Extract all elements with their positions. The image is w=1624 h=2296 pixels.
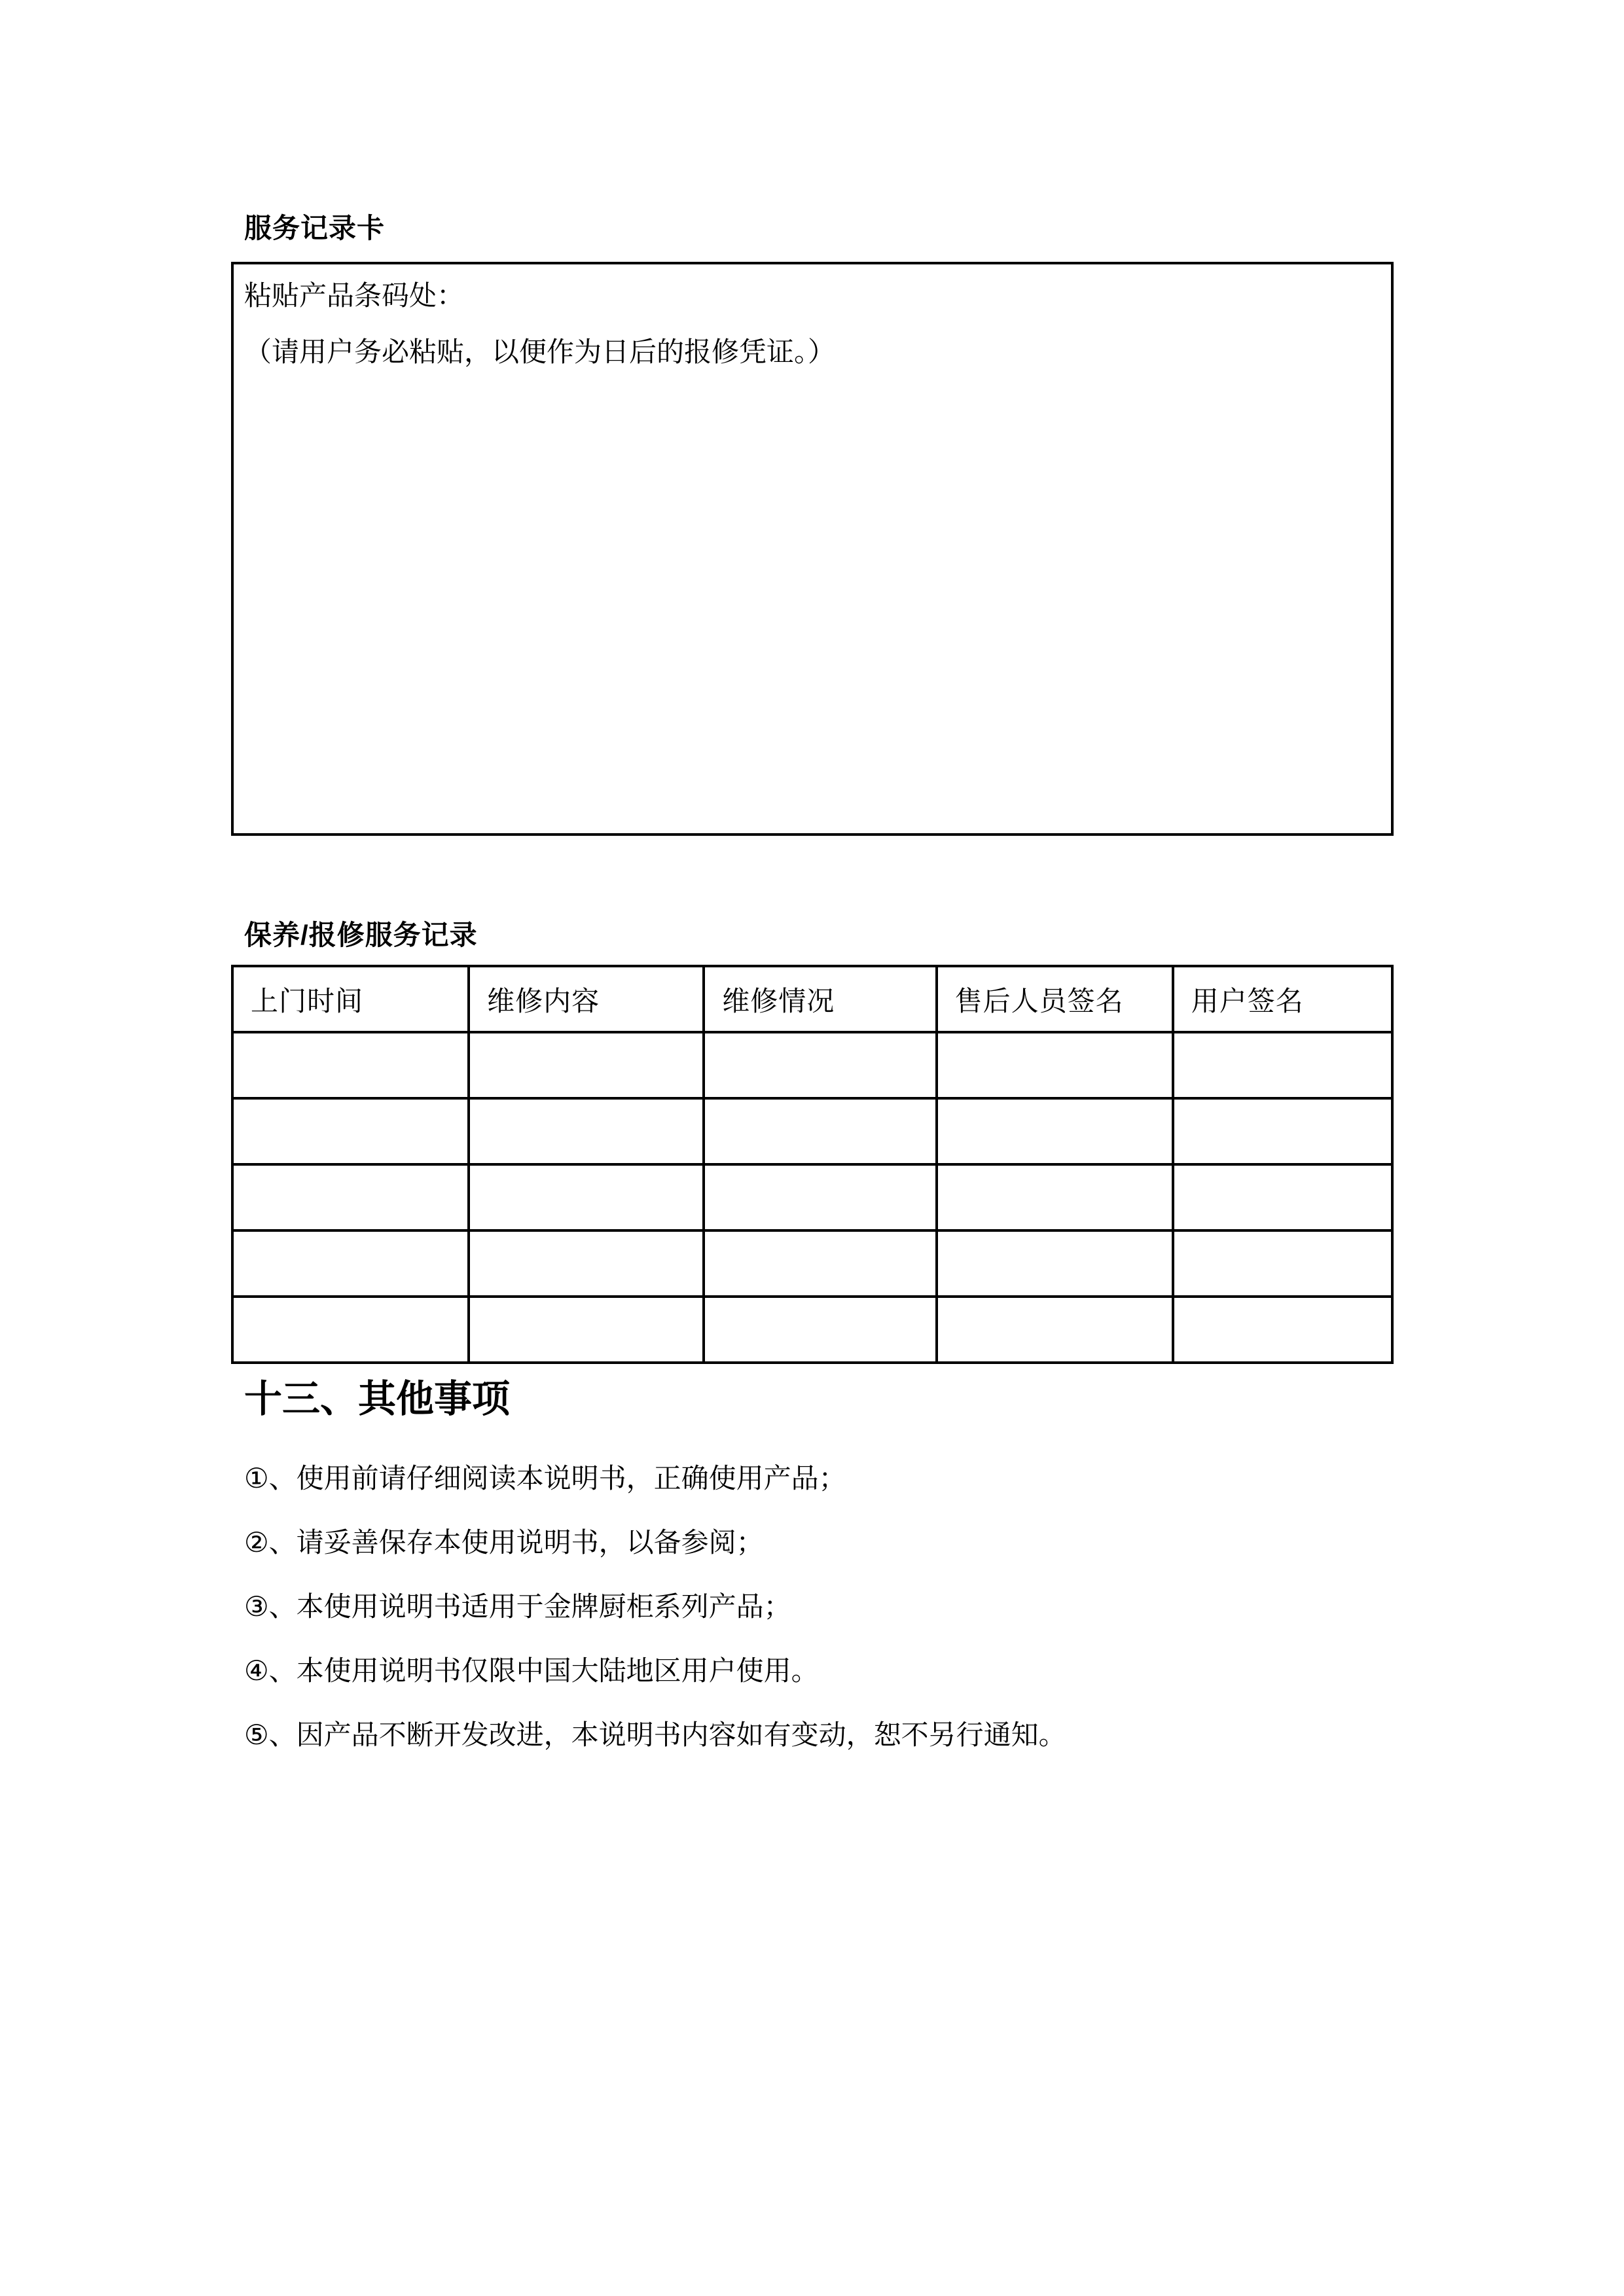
page-content [231,0,1394,1785]
table-cell-empty [937,1098,1173,1164]
list-item: ⑤、因产品不断开发改进，本说明书内容如有变动，恕不另行通知。 [244,1719,1066,1750]
header-user-signature: 用户签名 [1173,966,1392,1032]
table-row [232,1032,1392,1098]
list-item: ①、使用前请仔细阅读本说明书，正确使用产品； [244,1463,846,1494]
header-repair-content: 维修内容 [469,966,704,1032]
table-cell-empty [937,1164,1173,1230]
table-cell-empty [704,1297,936,1363]
table-row [232,1230,1392,1297]
table-cell-empty [1173,1098,1392,1164]
table-cell-empty [469,1164,704,1230]
table-cell-empty [469,1098,704,1164]
table-cell-empty [1173,1032,1392,1098]
table-cell-empty [1173,1230,1392,1297]
table-cell-empty [232,1032,469,1098]
table-cell-empty [232,1297,469,1363]
table-cell-empty [232,1230,469,1297]
table-cell-empty [704,1098,936,1164]
table-cell-empty [937,1230,1173,1297]
table-cell-empty [469,1230,704,1297]
barcode-box-note: （请用户务必粘贴，以便作为日后的报修凭证。） [244,336,836,367]
table-row [232,1297,1392,1363]
maintenance-records-title: 保养/报修服务记录 [244,920,478,950]
table-cell-empty [704,1230,936,1297]
table-cell-empty [704,1164,936,1230]
other-matters-list [244,1464,1394,1749]
barcode-box-label: 粘贴产品条码处： [244,280,465,311]
table-cell-empty [1173,1164,1392,1230]
list-item: ④、本使用说明书仅限中国大陆地区用户使用。 [244,1655,819,1686]
list-item: ③、本使用说明书适用于金牌厨柜系列产品； [244,1591,791,1622]
header-visit-time: 上门时间 [232,966,469,1032]
table-row [232,1164,1392,1230]
table-cell-empty [232,1164,469,1230]
header-repair-status: 维修情况 [704,966,936,1032]
barcode-paste-box [231,262,1394,836]
other-matters-title: 十三、其他事项 [244,1378,511,1420]
service-record-card-title: 服务记录卡 [244,213,386,243]
table-cell-empty [937,1032,1173,1098]
table-header-row [232,966,1392,1032]
table-cell-empty [469,1297,704,1363]
table-row [232,1098,1392,1164]
header-staff-signature: 售后人员签名 [937,966,1173,1032]
table-cell-empty [232,1098,469,1164]
table-cell-empty [704,1032,936,1098]
service-records-table [231,965,1394,1364]
table-cell-empty [469,1032,704,1098]
table-cell-empty [1173,1297,1392,1363]
table-cell-empty [937,1297,1173,1363]
list-item: ②、请妥善保存本使用说明书，以备参阅； [244,1527,764,1558]
